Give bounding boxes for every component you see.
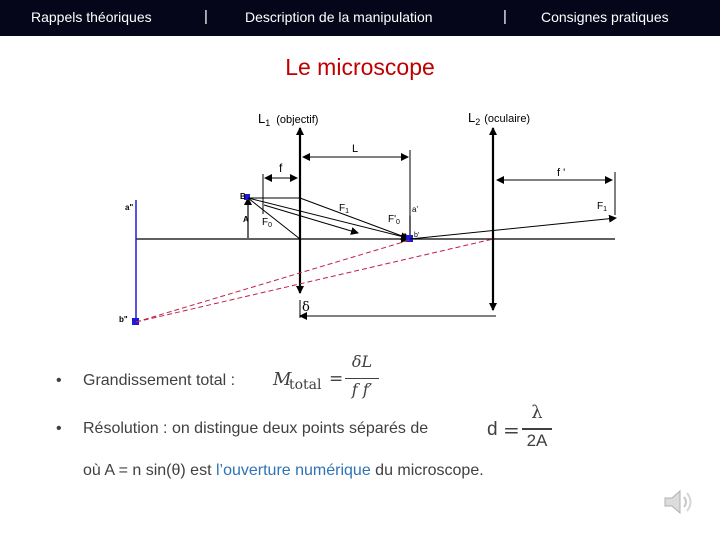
nav-description-manipulation[interactable]: Description de la manipulation	[245, 9, 433, 25]
focus-f1-label: $F_1$	[339, 203, 350, 215]
image-a-double-prime-label: a"	[125, 203, 134, 212]
focus-f1-right-label: $F_1$	[597, 201, 608, 213]
tube-length-label: L	[352, 143, 359, 155]
image-a-prime-label: a'	[412, 205, 418, 214]
focus-f0-prime-label: $F'_0$	[388, 214, 400, 226]
nav-rappels-theoriques[interactable]: Rappels théoriques	[31, 9, 152, 25]
nav-consignes-pratiques[interactable]: Consignes pratiques	[541, 9, 669, 25]
numerical-aperture-term: l’ouverture numérique	[215, 462, 371, 479]
delta-label: δ	[302, 300, 310, 315]
numerical-aperture-text: où A = n sin(θ) est l’ouverture numérique du microscope.	[83, 462, 484, 479]
speaker-icon[interactable]	[661, 485, 695, 519]
focal-f-prime-label: f '	[557, 167, 566, 179]
point-a-label: A	[243, 215, 249, 224]
bullet-resolution-text: Résolution : on distingue deux points séparés de	[83, 420, 429, 437]
image-b-double-prime-label: b"	[119, 315, 128, 324]
bullet-dot: •	[56, 372, 62, 389]
bullet-dot: •	[56, 420, 62, 437]
focal-f-label: f	[279, 161, 283, 175]
focus-f0-label: $F_0$	[262, 217, 273, 229]
lens2-label: $L_2$ $^{(oculaire)}$	[468, 110, 531, 127]
image-b-prime-label: b'	[414, 232, 420, 239]
page-title: Le microscope	[285, 54, 435, 80]
magnification-formula: M total = δL f f′	[273, 352, 383, 404]
lens1-label: $L_1$ $^{(objectif)}$	[258, 111, 319, 128]
bullet-magnification-text: Grandissement total :	[83, 372, 236, 389]
nav-separator: |	[503, 8, 507, 25]
point-b-label: B	[240, 192, 246, 201]
nav-separator: |	[204, 8, 208, 25]
resolution-formula: d = λ 2A	[487, 402, 567, 456]
